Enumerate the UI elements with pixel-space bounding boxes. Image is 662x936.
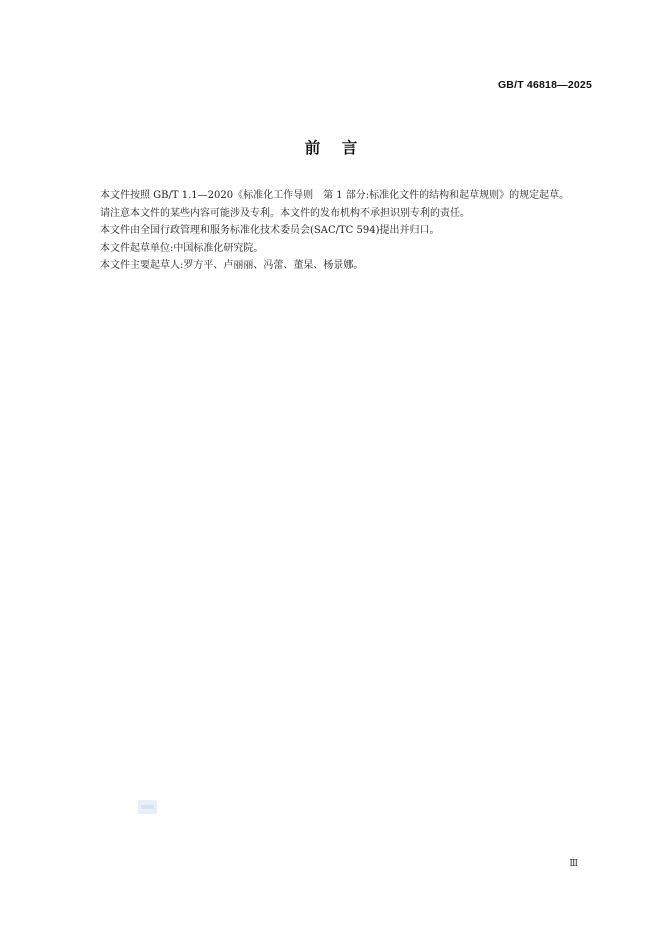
paragraph-drafting-organization: 本文件起草单位:中国标准化研究院。 [100,242,264,254]
page-title: 前 言 [304,139,358,157]
paragraph-drafting-rules: 本文件按照 GB/T 1.1—2020《标准化工作导则 第 1 部分:标准化文件的结构和起草规则》的规定起草。 [100,190,570,201]
standard-code: GB/T 46818—2025 [497,79,592,91]
paragraph-proposer: 本文件由全国行政管理和服务标准化技术委员会(SAC/TC 594)提出并归口。 [100,225,440,236]
foreword-body [79,187,594,275]
paragraph-patent-notice: 请注意本文件的某些内容可能涉及专利。本文件的发布机构不承担识别专利的责任。 [100,207,470,219]
page-number: Ⅲ [569,859,578,869]
watermark-stamp-icon [138,800,157,814]
paragraph-drafters: 本文件主要起草人:罗方平、卢丽丽、冯蕾、董杲、杨景娜。 [100,260,364,271]
